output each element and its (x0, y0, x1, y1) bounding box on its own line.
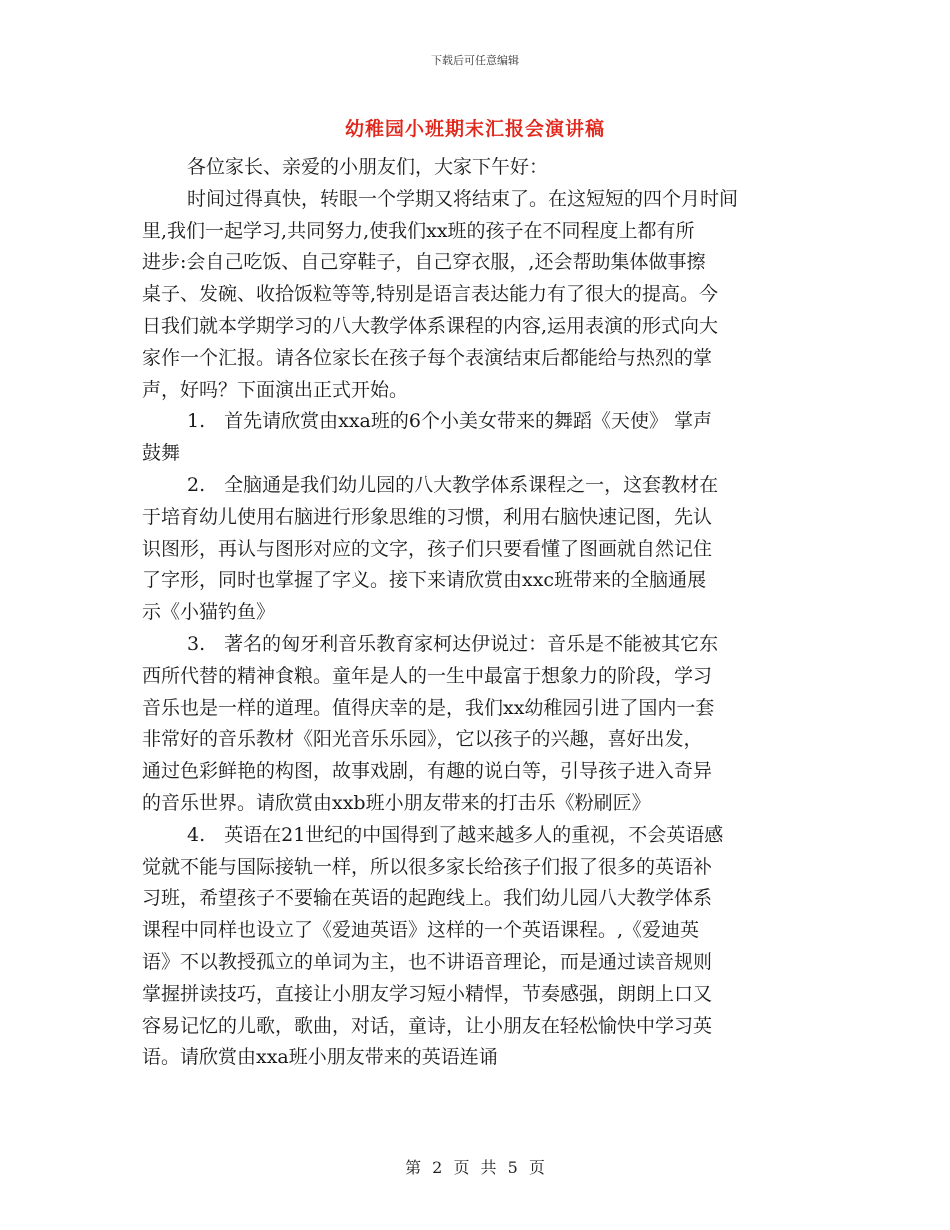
body-line: 进步:会自己吃饭、自己穿鞋子，自己穿衣服，,还会帮助集体做事擦 (142, 251, 706, 274)
body-line: 语》不以教授孤立的单词为主，也不讲语音理论，而是通过读音规则 (142, 950, 713, 973)
body-line: 于培育幼儿使用右脑进行形象思维的习惯，利用右脑快速记图，先认 (142, 505, 713, 528)
body-line: 时间过得真快，转眼一个学期又将结束了。在这短短的四个月时间 (187, 187, 739, 210)
body-line: 非常好的音乐教材《阳光音乐乐园》，它以孩子的兴趣，喜好出发， (142, 728, 703, 751)
body-line: 家作一个汇报。请各位家长在孩子每个表演结束后都能给与热烈的掌 (142, 346, 713, 369)
body-line: 课程中同样也设立了《爱迪英语》这样的一个英语课程。,《爱迪英 (142, 919, 700, 942)
body-line: 容易记忆的儿歌，歌曲，对话，童诗，让小朋友在轻松愉快中学习英 (142, 1014, 713, 1037)
body-line: 声，好吗？下面演出正式开始。 (142, 378, 409, 401)
header-note: 下载后可任意编辑 (431, 54, 519, 67)
body-line: 音乐也是一样的道理。值得庆幸的是，我们xx幼稚园引进了国内一套 (142, 696, 715, 719)
body-line: 觉就不能与国际接轨一样，所以很多家长给孩子们报了很多的英语补 (142, 855, 713, 878)
body-line: 识图形，再认与图形对应的文字，孩子们只要看懂了图画就自然记住 (142, 537, 713, 560)
body-line: 通过色彩鲜艳的构图，故事戏剧，有趣的说白等，引导孩子进入奇异 (142, 760, 713, 783)
body-line: 掌握拼读技巧，直接让小朋友学习短小精悍，节奏感强，朗朗上口又 (142, 982, 713, 1005)
body-line: 日我们就本学期学习的八大教学体系课程的内容,运用表演的形式向大 (142, 314, 719, 337)
body-line: 3. 著名的匈牙利音乐教育家柯达伊说过：音乐是不能被其它东 (187, 632, 719, 655)
body-line: 习班，希望孩子不要输在英语的起跑线上。我们幼儿园八大教学体系 (142, 887, 713, 910)
body-line: 里,我们一起学习,共同努力,使我们xx班的孩子在不同程度上都有所 (142, 219, 695, 242)
body-line: 桌子、发碗、收拾饭粒等等,特别是语言表达能力有了很大的提高。今 (142, 283, 719, 306)
body-line: 的音乐世界。请欣赏由xxb班小朋友带来的打击乐《粉刷匠》 (142, 791, 651, 814)
document-body (142, 152, 808, 1074)
body-line: 西所代替的精神食粮。童年是人的一生中最富于想象力的阶段，学习 (142, 664, 713, 687)
body-line: 2. 全脑通是我们幼儿园的八大教学体系课程之一，这套教材在 (187, 473, 719, 496)
body-line: 语。请欣赏由xxa班小朋友带来的英语连诵 (142, 1046, 498, 1069)
body-line: 鼓舞 (142, 442, 181, 465)
page-footer: 第 2 页 共 5 页 (405, 1158, 545, 1177)
document-title: 幼稚园小班期末汇报会演讲稿 (344, 118, 605, 140)
body-line: 示《小猫钓鱼》 (142, 601, 276, 624)
body-line: 了字形，同时也掌握了字义。接下来请欣赏由xxc班带来的全脑通展 (142, 569, 707, 592)
body-line: 4. 英语在21世纪的中国得到了越来越多人的重视，不会英语感 (187, 823, 724, 846)
body-line: 1. 首先请欣赏由xxa班的6个小美女带来的舞蹈《天使》 掌声 (187, 410, 713, 433)
body-line: 各位家长、亲爱的小朋友们，大家下午好： (187, 156, 549, 178)
